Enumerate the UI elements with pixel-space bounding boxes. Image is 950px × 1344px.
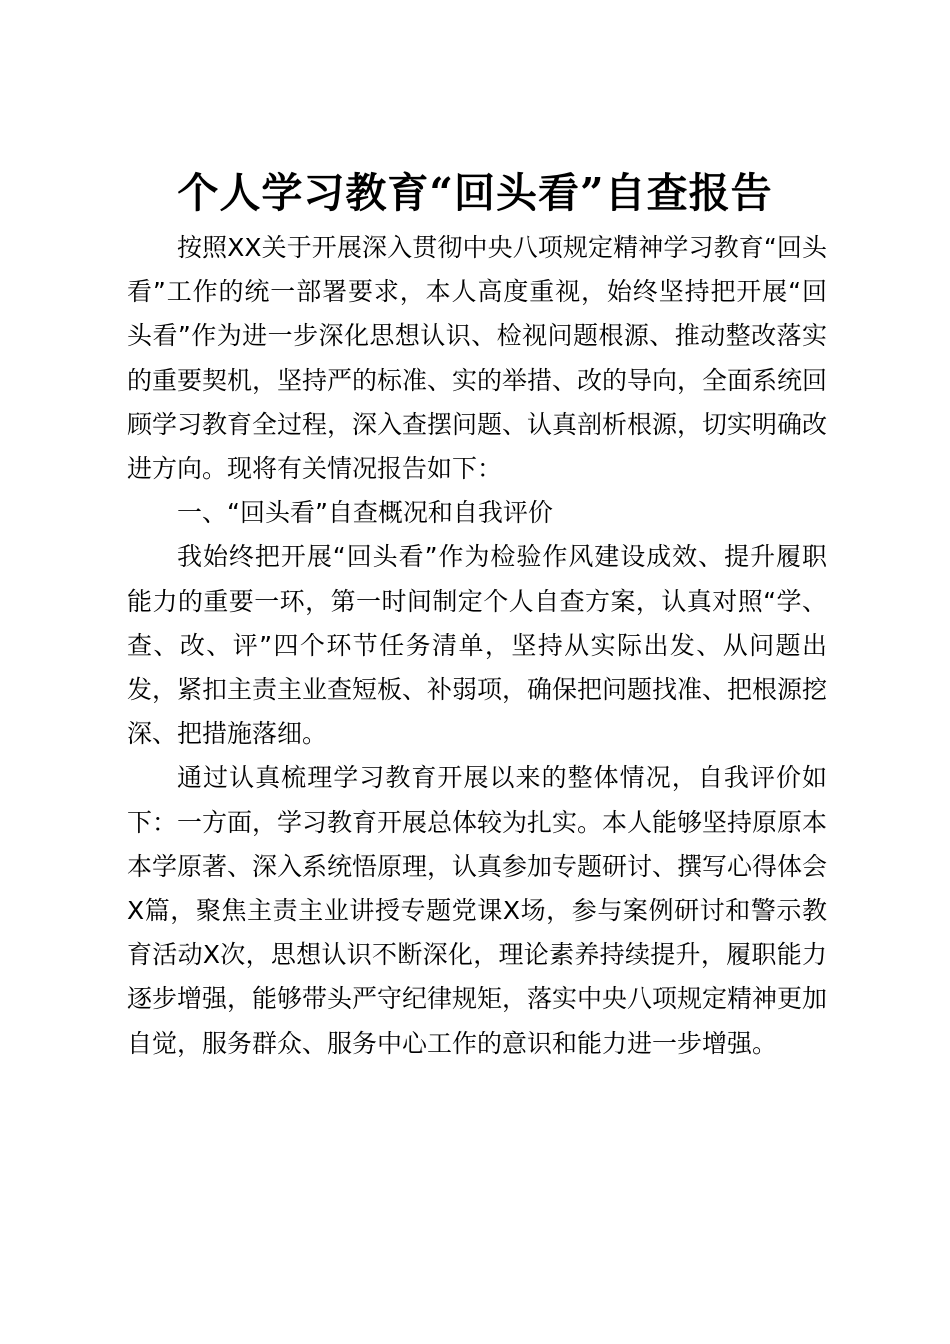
document-body [127,226,827,1066]
body-paragraph: 我始终把开展“回头看”作为检验作风建设成效、提升履职能力的重要一环，第一时间制定个人自查方案，认真对照“学、查、改、评”四个环节任务清单，坚持从实际出发、从问题出发，紧扣主责主业查短板、补弱项，确保把问题找准、把根源挖深、把措施落细。 [127,542,828,749]
intro-paragraph: 按照XX关于开展深入贯彻中央八项规定精神学习教育“回头看”工作的统一部署要求，本人高度重视，始终坚持把开展“回头看”作为进一步深化思想认识、检视问题根源、推动整改落实的重要契机，坚持严的标准、实的举措、改的导向，全面系统回顾学习教育全过程，深入查摆问题、认真剖析根源，切实明确改进方向。现将有关情况报告如下： [127,233,828,484]
section-heading: 一、“回头看”自查概况和自我评价 [177,498,553,528]
document-title: 个人学习教育“回头看”自查报告 [177,169,773,217]
body-paragraph: 通过认真梳理学习教育开展以来的整体情况，自我评价如下：一方面，学习教育开展总体较为扎实。本人能够坚持原原本本学原著、深入系统悟原理，认真参加专题研讨、撰写心得体会X篇，聚焦主责主业讲授专题党课X场，参与案例研讨和警示教育活动X次，思想认识不断深化，理论素养持续提升，履职能力逐步增强，能够带头严守纪律规矩，落实中央八项规定精神更加自觉，服务群众、服务中心工作的意识和能力进一步增强。 [127,763,828,1058]
